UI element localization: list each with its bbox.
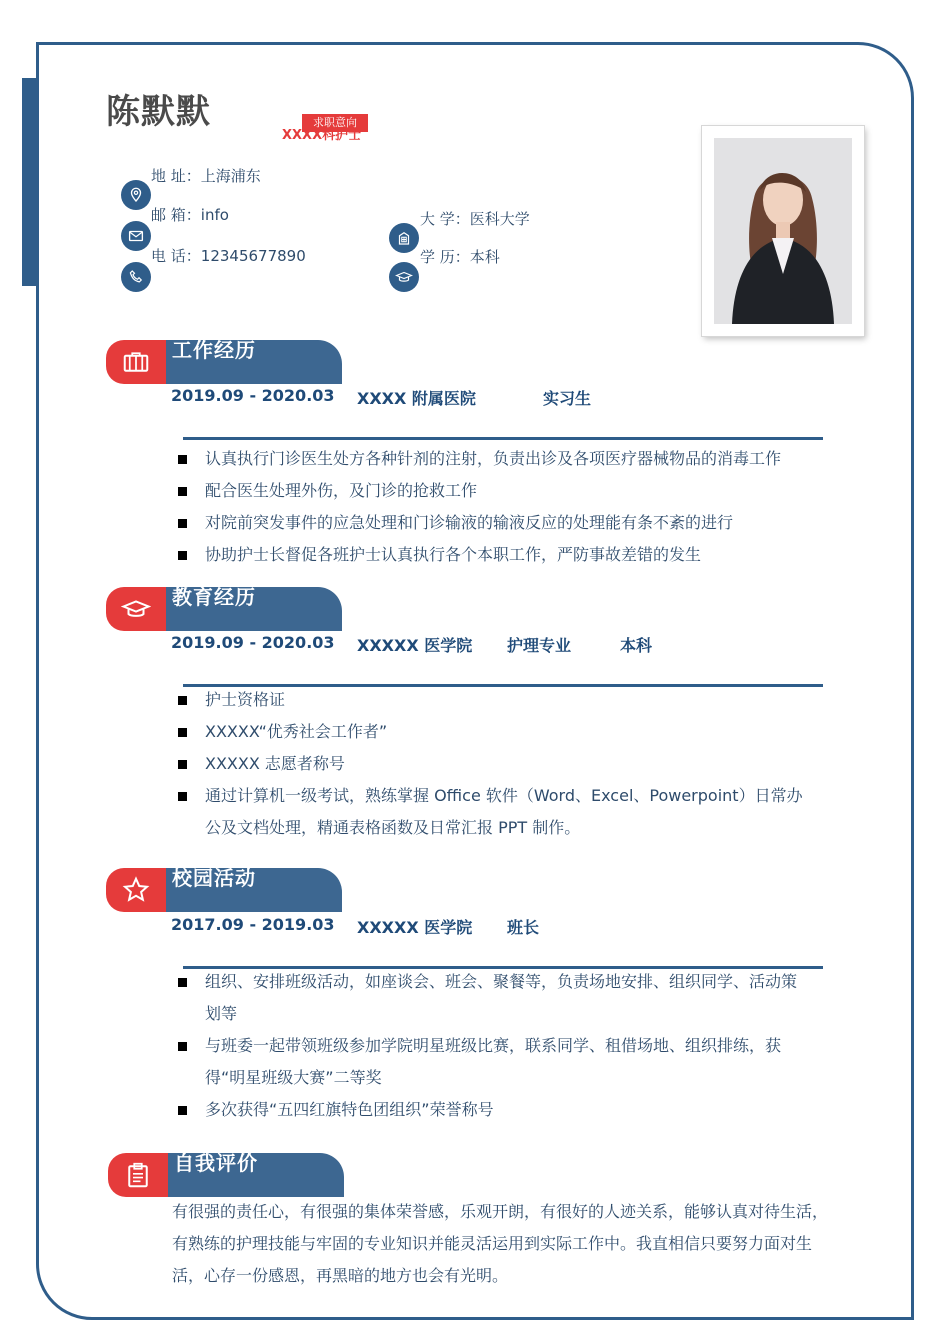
education-major: 护理专业 [507,636,572,655]
list-item: XXXXX 志愿者称号 [178,748,808,780]
location-icon [121,180,151,210]
intent-value: XXXX科护士 [282,128,362,143]
campus-school: XXXXX 医学院 [357,918,473,937]
degree-label: 学 历： [420,248,470,266]
address-label: 地 址： [151,167,201,185]
list-item: 组织、安排班级活动，如座谈会、班会、聚餐等，负责场地安排、组织同学、活动策划等 [178,966,808,1030]
work-role: 实习生 [543,389,592,408]
clipboard-icon [108,1153,168,1197]
list-item: 与班委一起带领班级参加学院明星班级比赛，联系同学、租借场地、组织排练，获得“明星班级大赛”二等奖 [178,1030,808,1094]
list-item: 配合医生处理外伤，及门诊的抢救工作 [178,475,818,507]
mail-icon [121,221,151,251]
campus-section-header [106,868,346,912]
work-period: 2019.09 - 2020.03 [171,386,335,405]
work-section-header [106,340,346,384]
list-item: XXXXX“优秀社会工作者” [178,716,808,748]
phone-icon [121,262,151,292]
list-item: 通过计算机一级考试，熟练掌握 Office 软件（Word、Excel、Powerpoint）日常办公及文档处理，精通表格函数及日常汇报 PPT 制作。 [178,780,808,844]
list-item: 多次获得“五四红旗特色团组织”荣誉称号 [178,1094,808,1126]
degree-value: 本科 [469,248,500,266]
building-icon [389,223,419,253]
star-icon [106,868,166,912]
campus-period: 2017.09 - 2019.03 [171,915,335,934]
education-list [178,684,808,844]
university-label: 大 学： [420,210,470,228]
intent-label: 求职意向 [302,114,368,132]
work-section-title: 工作经历 [172,338,256,362]
self-eval-section-header [108,1153,348,1197]
list-item: 认真执行门诊医生处方各种针剂的注射，负责出诊及各项医疗器械物品的消毒工作 [178,443,818,475]
work-org: XXXX 附属医院 [357,389,476,408]
phone-value: 12345677890 [200,247,306,265]
university-row [420,208,530,229]
email-row [151,204,229,225]
self-eval-text: 有很强的责任心，有很强的集体荣誉感，乐观开朗，有很好的人迹关系，能够认真对待生活，有熟练的护理技能与牢固的专业知识并能灵活运用到实际工作中。我直相信只要努力面对生活，心存一份感恩，再黑暗的地方也会有光明。 [172,1202,829,1285]
list-item: 护士资格证 [178,684,808,716]
campus-list [178,966,808,1126]
list-item: 协助护士长督促各班护士认真执行各个本职工作，严防事故差错的发生 [178,539,818,571]
briefcase-icon [106,340,166,384]
email-value: info [200,206,229,224]
work-divider [183,437,823,440]
phone-label: 电 话： [151,247,201,265]
candidate-name: 陈默默 [106,92,211,132]
campus-section-title: 校园活动 [172,866,256,890]
work-list [178,443,818,571]
phone-row [151,245,306,266]
education-section-header [106,587,346,631]
campus-role: 班长 [507,918,540,937]
graduation-cap-icon [389,262,419,292]
university-value: 医科大学 [469,210,530,228]
profile-photo [702,126,864,336]
education-school: XXXXX 医学院 [357,636,473,655]
education-section-title: 教育经历 [172,585,256,609]
address-row [151,165,261,186]
address-value: 上海浦东 [200,167,261,185]
education-degree: 本科 [620,636,653,655]
education-period: 2019.09 - 2020.03 [171,633,335,652]
email-label: 邮 箱： [151,206,201,224]
self-eval-section-title: 自我评价 [174,1151,258,1175]
graduation-cap-icon [106,587,166,631]
left-accent-bar [22,78,36,286]
list-item: 对院前突发事件的应急处理和门诊输液的输液反应的处理能有条不紊的进行 [178,507,818,539]
degree-row [420,246,500,267]
